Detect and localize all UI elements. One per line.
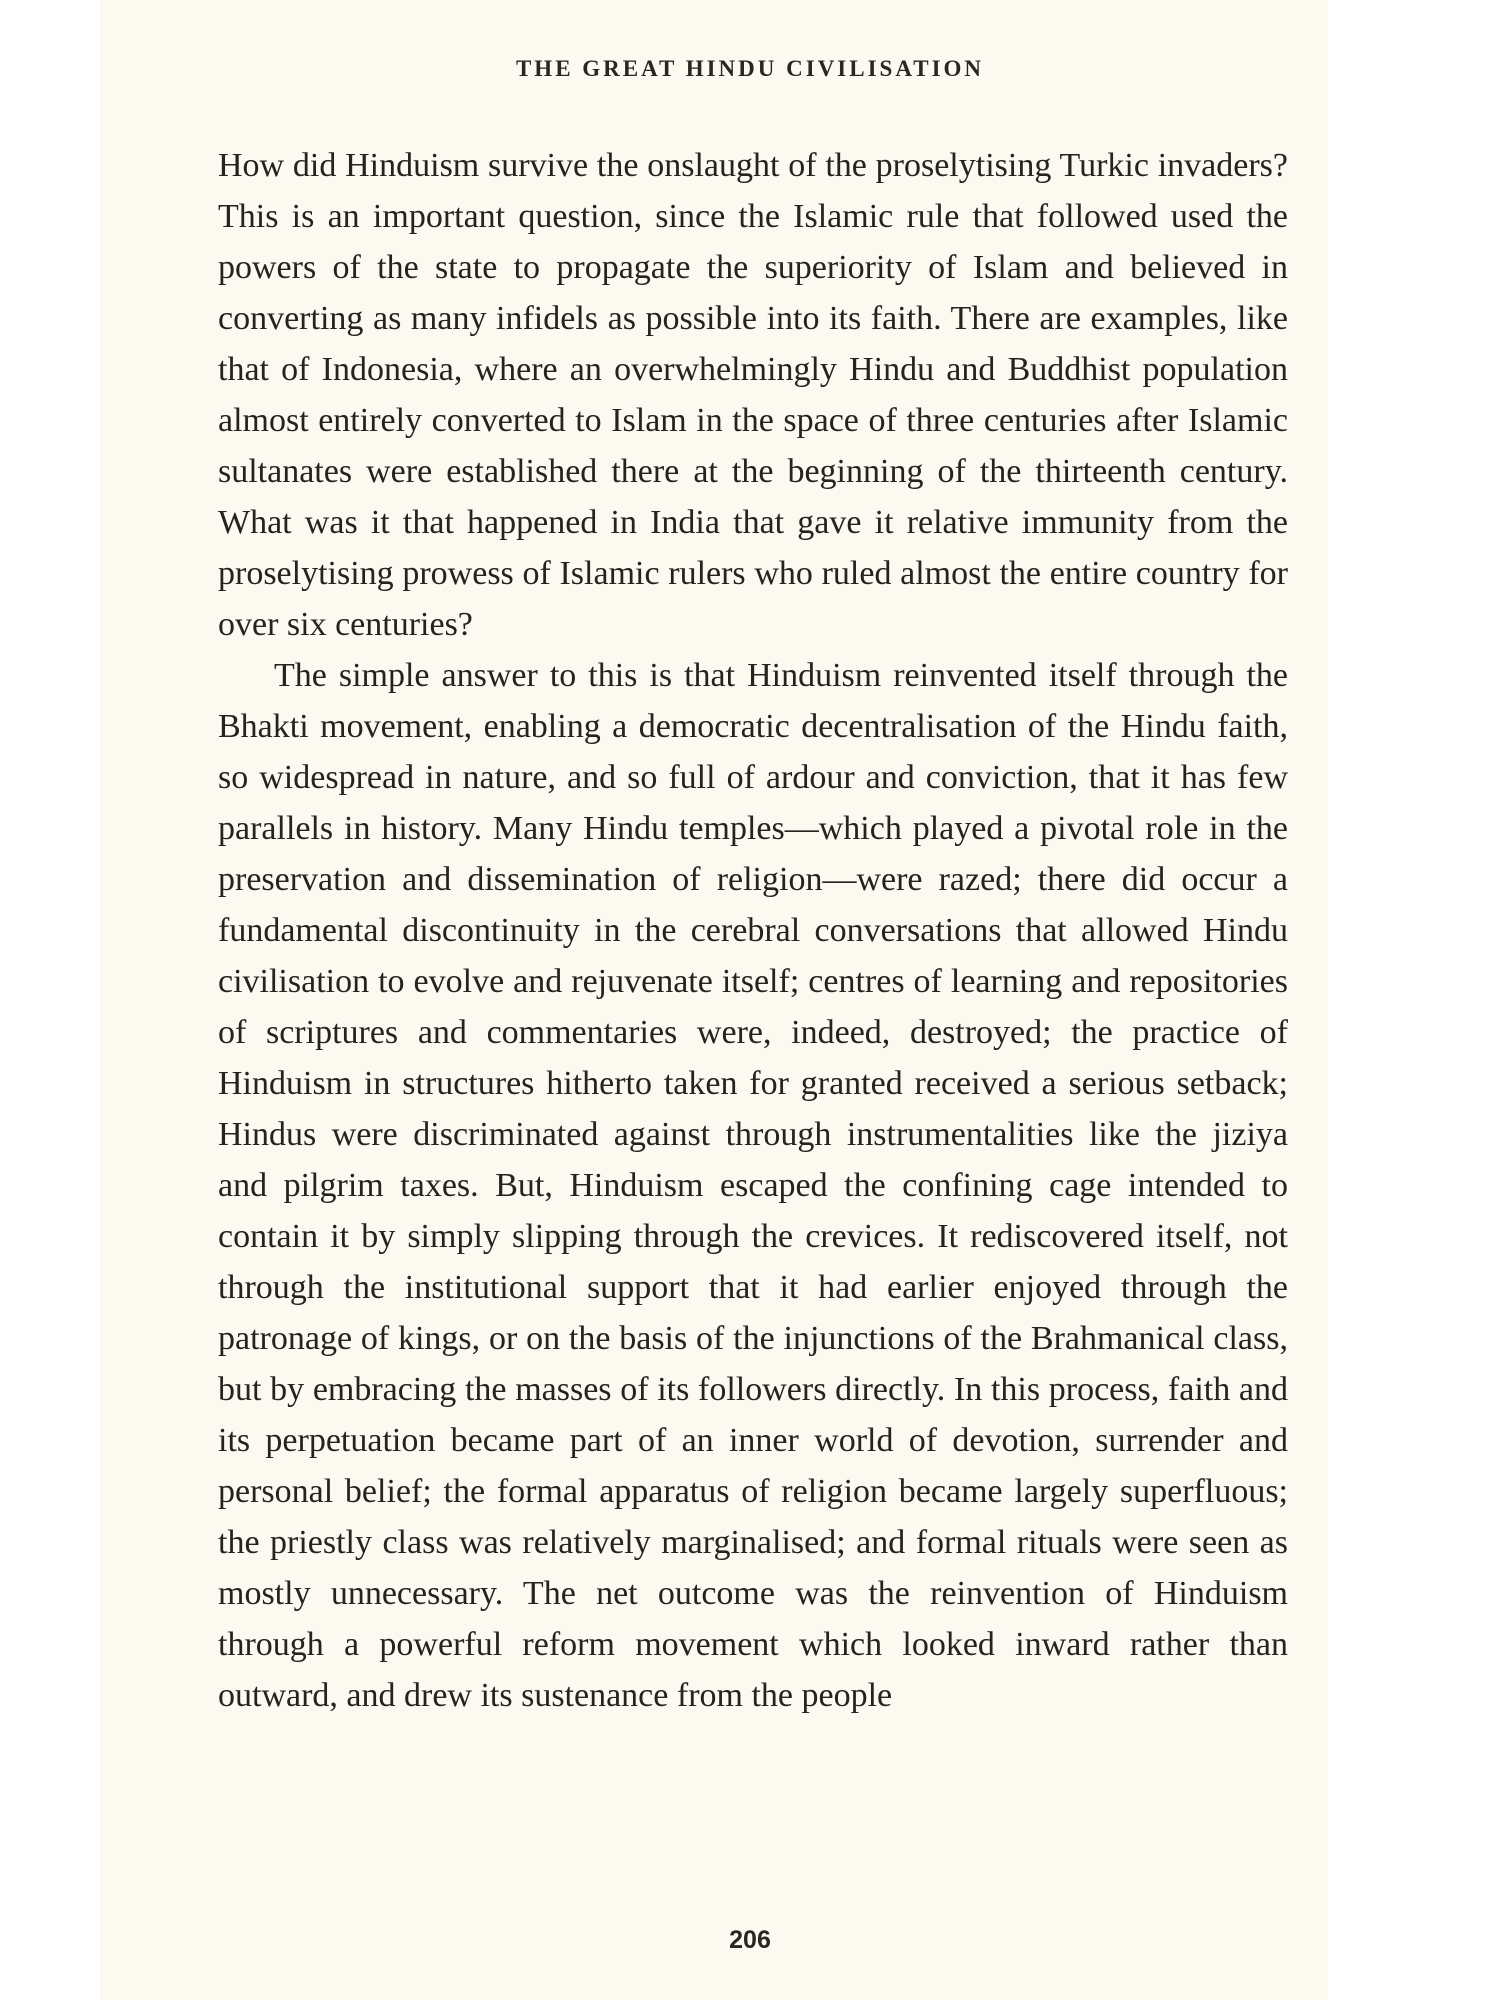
body-text [218, 140, 1288, 1721]
paragraph-2: The simple answer to this is that Hinduism reinvented itself through the Bhakti movement, enabling a democratic decentralisation of the Hindu faith, so widespread in nature, and so full of ardour and conviction, that it has few parallels in history. Many Hindu temples—which played a pivotal role in the preservation and dissemination of religion—were razed; there did occur a fundamental discontinuity in the cerebral conversations that allowed Hindu civilisation to evolve and rejuvenate itself; centres of learning and repositories of scriptures and commentaries were, indeed, destroyed; the practice of Hinduism in structures hitherto taken for granted received a serious setback; Hindus were discriminated against through instrumentalities like the jiziya and pilgrim taxes. But, Hinduism escaped the confining cage intended to contain it by simply slipping through the crevices. It rediscovered itself, not through the institutional support that it had earlier enjoyed through the patronage of kings, or on the basis of the injunctions of the Brahmanical class, but by embracing the masses of its followers directly. In this process, faith and its perpetuation became part of an inner world of devotion, surrender and personal belief; the formal apparatus of religion became largely superfluous; the priestly class was relatively marginalised; and formal rituals were seen as mostly unnecessary. The net outcome was the reinvention of Hinduism through a powerful reform movement which looked inward rather than outward, and drew its sustenance from the people [218, 657, 1288, 1714]
paragraph-1: How did Hinduism survive the onslaught of the proselytising Turkic invaders? This is an important question, since the Islamic rule that followed used the powers of the state to propagate the superiority of Islam and believed in converting as many infidels as possible into its faith. There are examples, like that of Indonesia, where an overwhelmingly Hindu and Buddhist population almost entirely converted to Islam in the space of three centuries after Islamic sultanates were established there at the beginning of the thirteenth century. What was it that happened in India that gave it relative immunity from the proselytising prowess of Islamic rulers who ruled almost the entire country for over six centuries? [218, 147, 1288, 643]
running-head: THE GREAT HINDU CIVILISATION [515, 56, 985, 81]
page-number: 206 [729, 1926, 771, 1954]
